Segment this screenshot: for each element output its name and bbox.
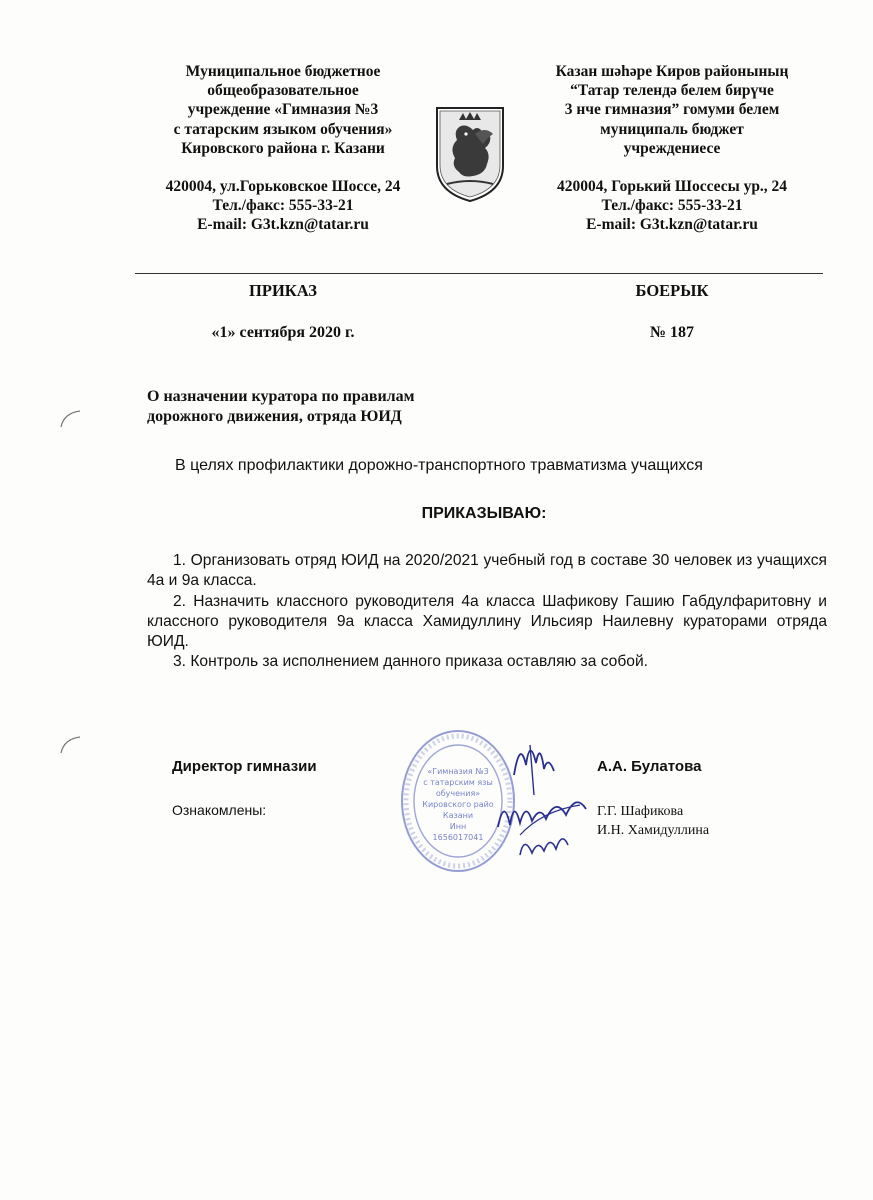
subject-line: О назначении куратора по правилам <box>147 388 415 405</box>
order-title-ru: ПРИКАЗ <box>249 281 317 300</box>
header-right-phone: Тел./факс: 555-33-21 <box>601 197 743 215</box>
stamp-line: Инн <box>449 822 467 831</box>
header-left-address: 420004, ул.Горьковское Шоссе, 24 <box>165 178 401 196</box>
stamp-line: 1656017041 <box>432 833 484 842</box>
header-left-phone: Тел./факс: 555-33-21 <box>212 197 354 215</box>
header-right-line: учреждениесе <box>623 139 721 157</box>
order-items <box>147 551 827 673</box>
header-left-line: Кировского района г. Казани <box>181 139 385 157</box>
order-item: 3. Контроль за исполнением данного приказа оставляю за собой. <box>173 653 648 671</box>
punch-hole-mark <box>58 407 84 433</box>
acknowledged-name: Г.Г. Шафикова <box>597 804 684 819</box>
stamp-line: Кировского райо <box>422 800 494 809</box>
header-right-email: E-mail: G3t.kzn@tatar.ru <box>586 216 758 234</box>
header-right-tt <box>527 62 817 235</box>
header-left-line: с татарским языком обучения» <box>173 120 393 138</box>
header-left-ru <box>138 62 428 235</box>
kazan-coat-of-arms-icon <box>433 104 507 204</box>
stamp-line: обучения» <box>435 789 481 798</box>
header-right-address: 420004, Горький Шоссесы ур., 24 <box>556 178 788 196</box>
order-title-tt: БОЕРЫК <box>635 281 709 300</box>
punch-hole-mark <box>58 733 84 759</box>
intro-text: В целях профилактики дорожно-транспортного травматизма учащихся <box>175 457 703 474</box>
order-item: 1. Организовать отряд ЮИД на 2020/2021 учебный год в составе 30 человек из учащихся 4а и 9а класса. <box>147 552 827 590</box>
header-left-line: учреждение «Гимназия №3 <box>187 101 379 119</box>
handwritten-signatures <box>490 735 600 865</box>
stamp-line: с татарским язы <box>423 778 493 787</box>
director-title: Директор гимназии <box>172 758 317 775</box>
acknowledged-names <box>597 802 709 840</box>
header-divider <box>135 273 823 274</box>
order-number: № 187 <box>649 324 695 341</box>
header-right-line: 3 нче гимназия” гомуми белем <box>564 101 780 119</box>
stamp-line: «Гимназия №3 <box>427 767 489 776</box>
header-right-line: “Татар телендә белем бирүче <box>570 82 774 100</box>
order-date: «1» сентября 2020 г. <box>211 324 355 341</box>
order-item: 2. Назначить классного руководителя 4а класса Шафикову Гашию Габдулфаритовну и классного руководителя 9а класса Хамидуллину Ильсияр Наилевну кураторами отряда ЮИД. <box>147 592 827 651</box>
director-name: А.А. Булатова <box>597 758 702 775</box>
header-left-line: Муниципальное бюджетное <box>185 63 381 80</box>
acknowledged-label: Ознакомлены: <box>172 802 267 818</box>
header-right-line: Казан шәһәре Киров районының <box>555 63 789 80</box>
header-right-line: муниципаль бюджет <box>600 120 744 138</box>
header-left-line: общеобразовательное <box>207 82 359 100</box>
header-left-email: E-mail: G3t.kzn@tatar.ru <box>197 216 369 234</box>
order-subject <box>147 387 567 427</box>
order-directive: ПРИКАЗЫВАЮ: <box>421 505 547 522</box>
stamp-line: Казани <box>442 811 474 820</box>
acknowledged-name: И.Н. Хамидуллина <box>597 823 710 838</box>
subject-line: дорожного движения, отряда ЮИД <box>147 408 402 425</box>
